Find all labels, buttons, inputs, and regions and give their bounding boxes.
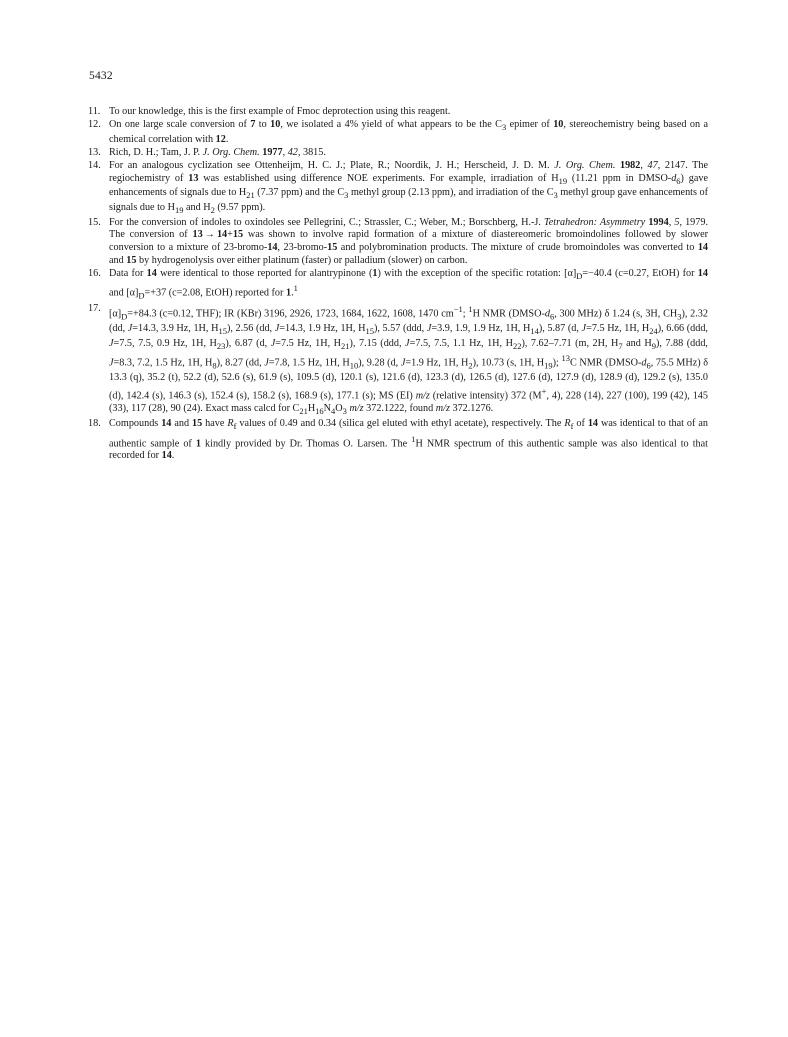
footnote-text: Data for 14 were identical to those reported for alantrypinone (1) with the exception of the specific rotation: $[\alpha]_D=-40.4$ (c=0.27, EtOH) for 14 and $[\alpha]_D=+37$ (c=2.08, EtOH) reported for 1.$^1$ xyxy=(109,267,708,301)
footnote-text: On one large scale conversion of 7 to 10, we isolated a 4% yield of what appears to be the $C_3$ epimer of 10, stereochemistry being based on a chemical correlation with 12. xyxy=(109,119,708,145)
page-number: 5432 xyxy=(89,70,113,82)
footnote-number: 12. xyxy=(88,119,101,131)
footnote-number: 16. xyxy=(88,267,101,279)
footnote-14 xyxy=(88,160,708,216)
footnote-text: For an analogous cyclization see Ottenheijm, H. C. J.; Plate, R.; Noordik, J. H.; Herscheid, J. D. M. J. Org. Chem. 1982, 47, 2147. The regiochemistry of 13 was established using difference NOE experiments. For example, irradiation of $H_{19}$ (11.21 ppm in DMSO-$d_6$) gave enhancements of signals due to $H_{21}$ (7.37 ppm) and the $C_3$ methyl group (2.13 ppm), and irradiation of the $C_3$ methyl group gave enhancements of signals due to $H_{19}$ and $H_2$ (9.57 ppm). xyxy=(109,159,709,215)
footnote-17 xyxy=(88,303,708,417)
footnote-text: To our knowledge, this is the first example of Fmoc deprotection using this reagent. xyxy=(109,106,451,117)
footnote-16 xyxy=(88,268,708,303)
footnote-text: For the conversion of indoles to oxindoles see Pellegrini, C.; Strassler, C.; Weber, M.; Borschberg, H.-J. Tetrahedron: Asymmetry 1994, 5, 1979. The conversion of 13 → 14+15 was shown to involve rapid formation of a mixture of diastereomeric bromoindolines followed by slower conversion to a mixture of 23-bromo-14, 23-bromo-15 and polybromination products. The mixture of crude bromoindoles was converted to 14 and 15 by hydrogenolysis over either platinum (faster) or palladium (slower) on carbon. xyxy=(109,216,709,266)
footnote-15 xyxy=(88,217,708,267)
footnote-11 xyxy=(88,106,708,119)
footnote-text: Rich, D. H.; Tam, J. P. J. Org. Chem. 1977, 42, 3815. xyxy=(109,146,326,158)
footnote-number: 11. xyxy=(88,106,101,117)
footnote-number: 17. xyxy=(88,302,101,314)
footnote-number: 18. xyxy=(88,417,101,429)
footnotes-list xyxy=(88,106,708,464)
footnote-13 xyxy=(88,147,708,160)
footnote-text: $[\alpha]_D=+84.3$ (c=0.12, THF); IR (KBr) 3196, 2926, 1723, 1684, 1622, 1608, 1470 $cm^{-1}$; $^1$H NMR ($DMSO-d_6$, 300 MHz) δ 1.24 (s, 3H, $CH_3$), 2.32 (dd, J=14.3, 3.9 Hz, 1H, $H_{15}$), 2.56 (dd, J=14.3, 1.9 Hz, 1H, $H_{15}$), 5.57 (ddd, J=3.9, 1.9, 1.9 Hz, 1H, $H_{14}$), 5.87 (d, J=7.5 Hz, 1H, $H_{24}$), 6.66 (ddd, J=7.5, 7.5, 0.9 Hz, 1H, $H_{23}$), 6.87 (d, J=7.5 Hz, 1H, $H_{21}$), 7.15 (ddd, J=7.5, 7.5, 1.1 Hz, 1H, $H_{22}$), 7.62–7.71 (m, 2H, $H_7$ and $H_9$), 7.88 (ddd, J=8.3, 7.2, 1.5 Hz, 1H, $H_8$), 8.27 (dd, J=7.8, 1.5 Hz, 1H, $H_{10}$), 9.28 (d, J=1.9 Hz, 1H, $H_2$), 10.73 (s, 1H, $H_{19}$); $^{13}$C NMR ($DMSO-d_6$, 75.5 MHz) δ 13.3 (q), 35.2 (t), 52.2 (d), 52.6 (s), 61.9 (s), 109.5 (d), 120.1 (s), 121.6 (d), 123.3 (d), 126.5 (d), 127.6 (d), 127.9 (d), 128.9 (d), 129.2 (s), 135.0 (d), 142.4 (s), 146.3 (s), 152.4 (s), 158.2 (s), 168.9 (s), 177.1 (s); MS (EI) m/z (relative intensity) 372 (M+, 4), 228 (14), 227 (100), 199 (42), 145 (33), 117 (28), 90 (24). Exact mass calcd for $C_{21}H_{16}N_4O_3$ m/z 372.1222, found m/z 372.1276. xyxy=(109,303,709,416)
footnote-12 xyxy=(88,119,708,146)
footnote-number: 14. xyxy=(88,159,101,171)
footnote-number: 13. xyxy=(88,146,101,158)
footnote-number: 15. xyxy=(88,216,101,228)
footnote-18 xyxy=(88,418,708,463)
footnote-text: Compounds 14 and 15 have $R_f$ values of 0.49 and 0.34 (silica gel eluted with ethyl acetate), respectively. The $R_f$ of 14 was identical to that of an authentic sample of 1 kindly provided by Dr. Thomas O. Larsen. The $^1$H NMR spectrum of this authentic sample was also identical to that recorded for 14. xyxy=(109,417,708,462)
